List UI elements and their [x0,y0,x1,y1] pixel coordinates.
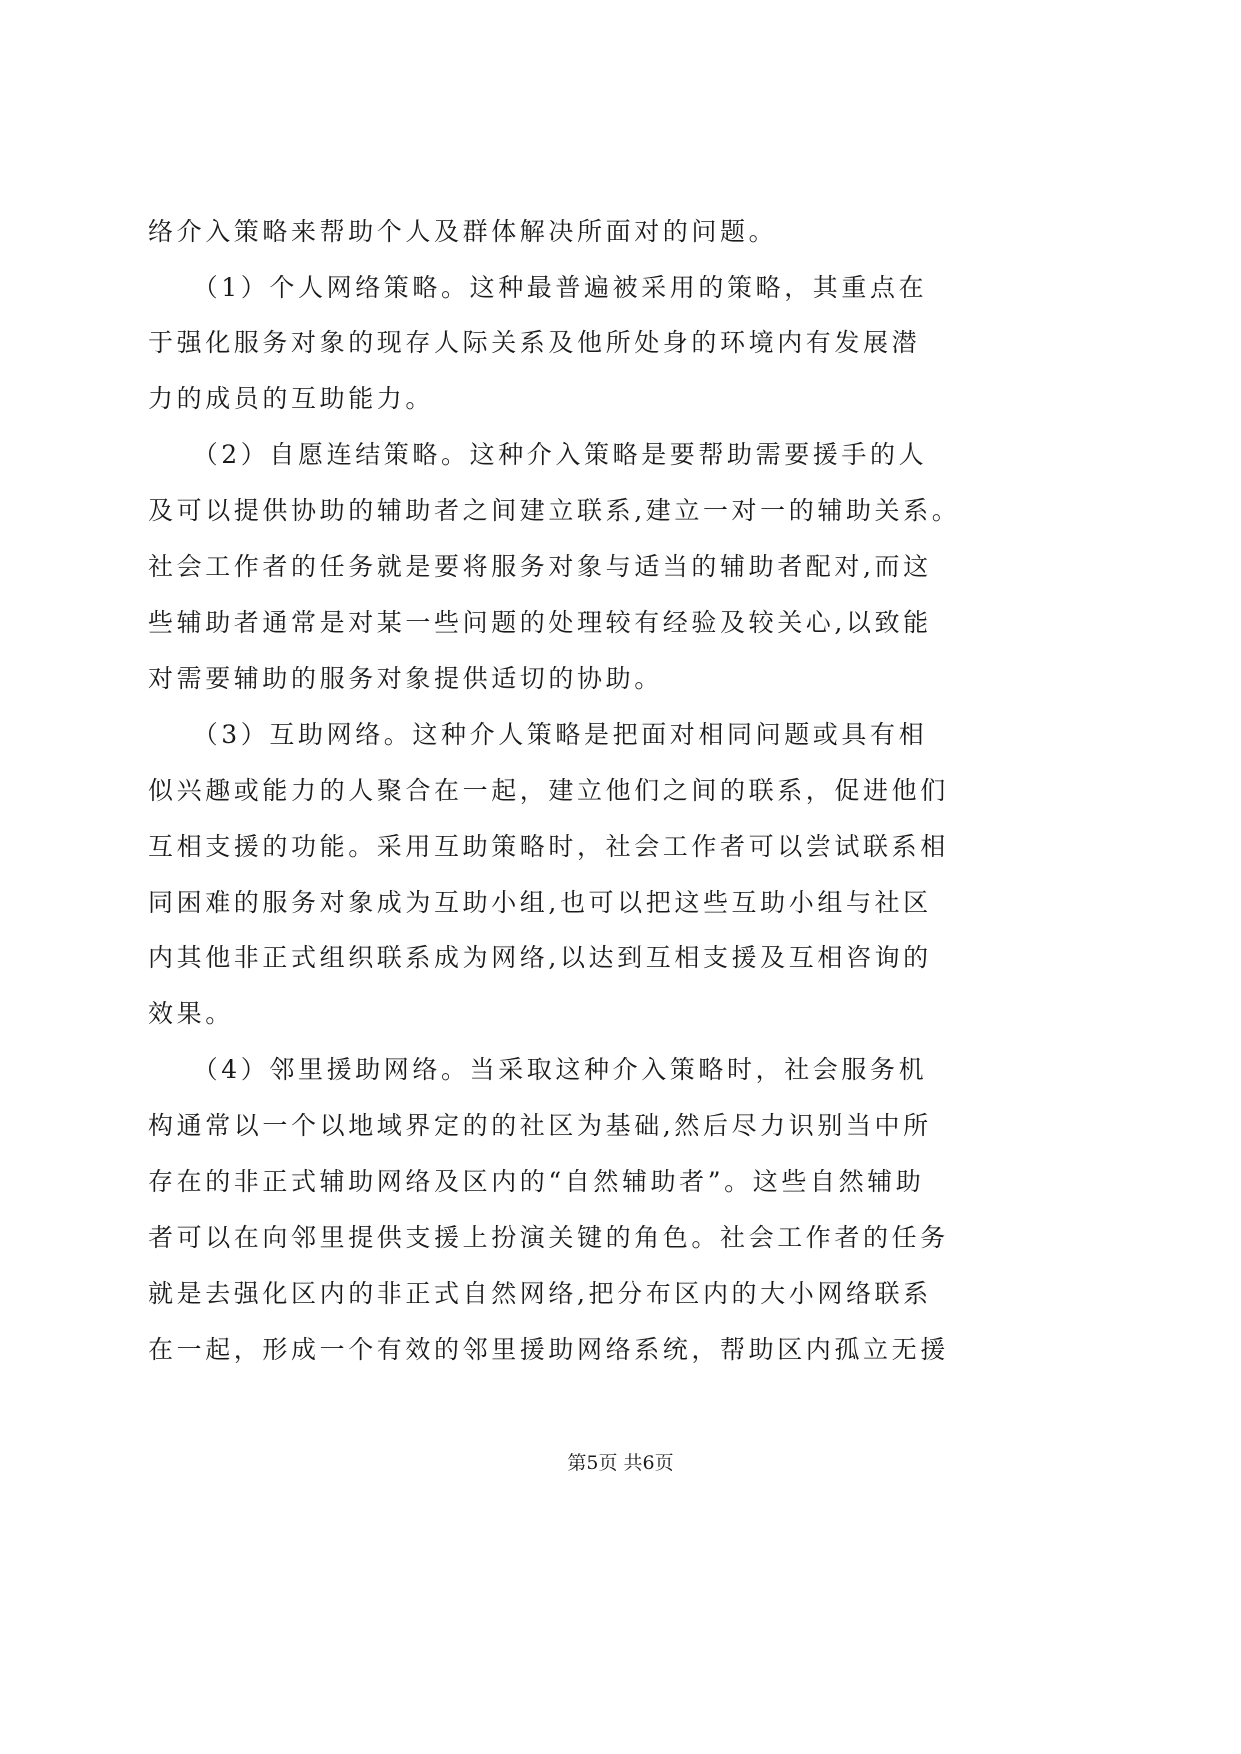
text-line: 构通常以一个以地域界定的的社区为基础,然后尽力识别当中所 [148,1111,932,1140]
text-line: 内其他非正式组织联系成为网络,以达到互相支援及互相咨询的 [148,943,932,972]
text-line: （3）互助网络。这种介人策略是把面对相同问题或具有相 [148,720,928,749]
text-line: 络介入策略来帮助个人及群体解决所面对的问题。 [148,217,778,246]
text-line: 似兴趣或能力的人聚合在一起，建立他们之间的联系，促进他们 [148,776,949,805]
text-line: （4）邻里援助网络。当采取这种介入策略时，社会服务机 [148,1055,928,1084]
text-line: 存在的非正式辅助网络及区内的“自然辅助者”。这些自然辅助 [148,1167,925,1196]
text-line: 效果。 [148,999,234,1028]
text-line: （1）个人网络策略。这种最普遍被采用的策略，其重点在 [148,273,928,302]
text-line: 对需要辅助的服务对象提供适切的协助。 [148,664,663,693]
text-line: 力的成员的互助能力。 [148,384,435,413]
text-line: 及可以提供协助的辅助者之间建立联系,建立一对一的辅助关系。 [148,496,961,525]
text-line: 在一起，形成一个有效的邻里援助网络系统，帮助区内孤立无援 [148,1335,949,1364]
text-line: 就是去强化区内的非正式自然网络,把分布区内的大小网络联系 [148,1279,932,1308]
text-line: 者可以在向邻里提供支援上扮演关键的角色。社会工作者的任务 [148,1223,949,1252]
text-line: 互相支援的功能。采用互助策略时，社会工作者可以尝试联系相 [148,832,949,861]
text-line: 社会工作者的任务就是要将服务对象与适当的辅助者配对,而这 [148,552,932,581]
text-line: 同困难的服务对象成为互助小组,也可以把这些互助小组与社区 [148,888,932,917]
text-line: （2）自愿连结策略。这种介入策略是要帮助需要援手的人 [148,440,928,469]
text-line: 于强化服务对象的现存人际关系及他所处身的环境内有发展潜 [148,328,921,357]
text-line: 些辅助者通常是对某一些问题的处理较有经验及较关心,以致能 [148,608,932,637]
page-footer: 第5页 共6页 [567,1452,674,1474]
